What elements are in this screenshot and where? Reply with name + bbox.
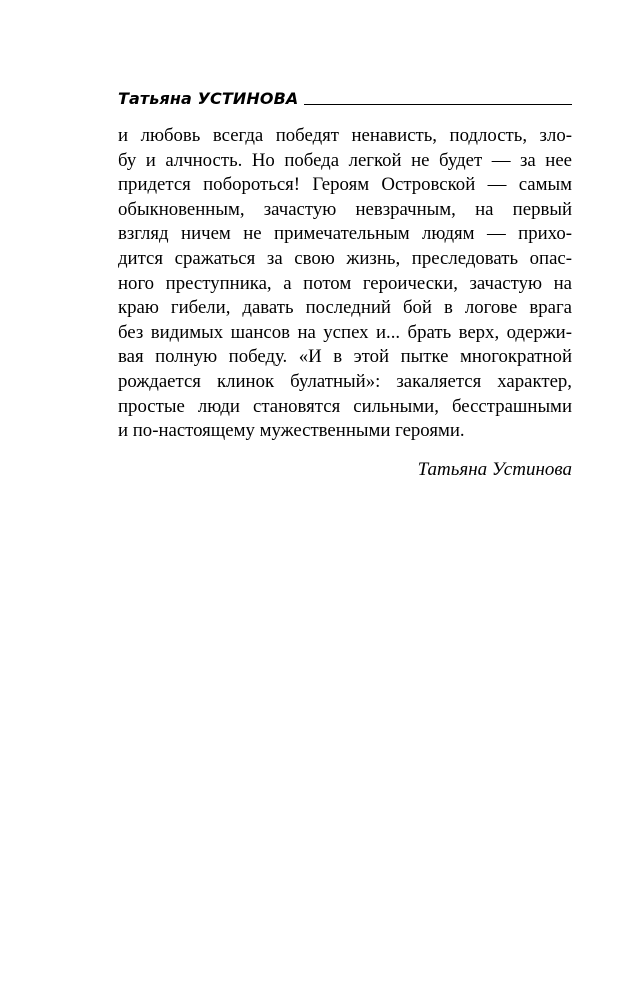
text-line: и любовь всегда победят ненависть, подлость, зло- bbox=[118, 125, 572, 146]
text-line: и по-настоящему мужественными героями. bbox=[118, 420, 465, 442]
text-line: вая полную победу. «И в этой пытке многократной bbox=[118, 346, 572, 368]
text-line: без видимых шансов на успех и... брать верх, одержи- bbox=[118, 321, 572, 343]
text-line: рождается клинок булатный»: закаляется характер, bbox=[118, 370, 572, 392]
text-line: взгляд ничем не примечательным людям — прихо- bbox=[118, 223, 572, 245]
text-line: бу и алчность. Но победа легкой не будет — за нее bbox=[118, 149, 572, 171]
running-head-author: Татьяна УСТИНОВА bbox=[118, 89, 299, 108]
text-line: ного преступника, а потом героически, зачастую на bbox=[118, 272, 572, 294]
text-line: краю гибели, давать последний бой в логове врага bbox=[118, 297, 572, 319]
text-line: придется побороться! Героям Островской — самым bbox=[118, 174, 572, 196]
text-line: обыкновенным, зачастую невзрачным, на первый bbox=[118, 198, 572, 220]
body-text bbox=[118, 124, 572, 444]
author-signature: Татьяна Устинова bbox=[417, 459, 572, 480]
running-head-rule bbox=[304, 104, 572, 105]
text-line: дится сражаться за свою жизнь, преследовать опас- bbox=[118, 247, 572, 269]
running-head bbox=[118, 89, 572, 111]
text-line: простые люди становятся сильными, бесстрашными bbox=[118, 395, 572, 417]
